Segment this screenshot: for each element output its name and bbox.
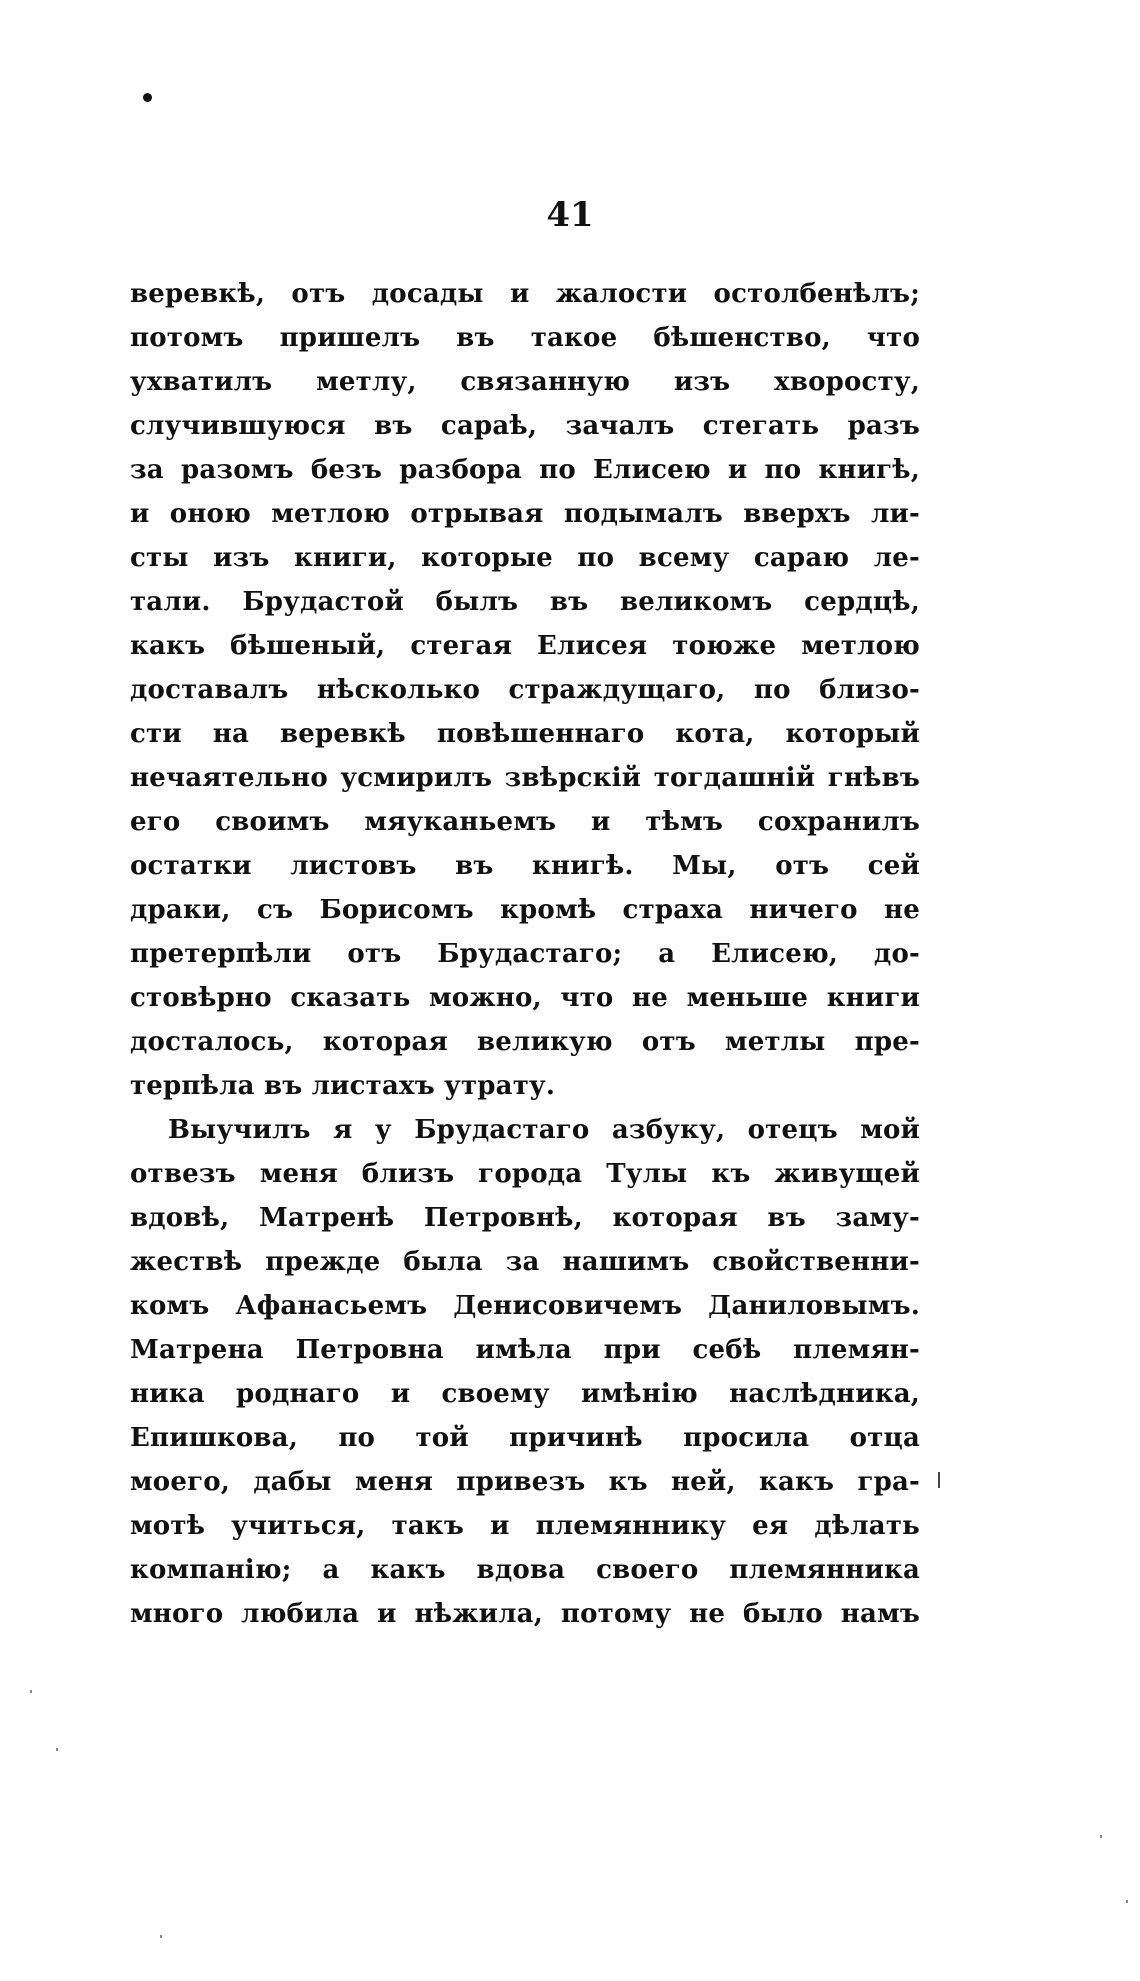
paper-speck xyxy=(30,1690,32,1693)
text-line: доставалъ нѣсколько страждущаго, по близо- xyxy=(130,675,920,705)
margin-mark xyxy=(938,1472,940,1488)
text-line: остатки листовъ въ книгѣ. Мы, отъ сей xyxy=(130,851,920,881)
text-line: веревкѣ, отъ досады и жалости остолбенѣлъ; xyxy=(130,279,920,309)
text-line: стовѣрно сказать можно, что не меньше книги xyxy=(130,983,920,1013)
paper-speck xyxy=(160,1935,162,1938)
paragraph-1 xyxy=(130,272,920,1108)
body-text xyxy=(130,272,920,1636)
text-line: ухватилъ метлу, связанную изъ хворосту, xyxy=(130,367,920,397)
paper-speck xyxy=(56,1748,58,1751)
text-line: и оною метлою отрывая подымалъ вверхъ ли- xyxy=(130,499,920,529)
text-line: потомъ пришелъ въ такое бѣшенство, что xyxy=(130,323,920,353)
text-line: какъ бѣшеный, стегая Елисея тоюже метлою xyxy=(130,631,920,661)
text-line: нечаятельно усмирилъ звѣрскій тогдашній гнѣвъ xyxy=(130,763,920,793)
paragraph-2 xyxy=(130,1108,920,1636)
text-line: сти на веревкѣ повѣшеннаго кота, который xyxy=(130,719,920,749)
text-line: жествѣ прежде была за нашимъ свойственни- xyxy=(130,1247,920,1277)
paper-speck xyxy=(1100,1835,1102,1838)
text-line: моего, дабы меня привезъ къ ней, какъ гра- xyxy=(130,1467,920,1497)
text-line: терпѣла въ листахъ утрату. xyxy=(130,1071,556,1101)
text-line: за разомъ безъ разбора по Елисею и по книгѣ, xyxy=(130,455,920,485)
text-line: компанію; а какъ вдова своего племянника xyxy=(130,1555,920,1585)
text-line: мотѣ учиться, такъ и племяннику ея дѣлать xyxy=(130,1511,920,1541)
ink-dot xyxy=(143,93,152,102)
text-line: ника роднаго и своему имѣнію наслѣдника, xyxy=(130,1379,920,1409)
text-line: драки, съ Борисомъ кромѣ страха ничего не xyxy=(130,895,920,925)
paper-speck xyxy=(1126,1900,1128,1903)
text-line: комъ Афанасьемъ Денисовичемъ Даниловымъ. xyxy=(130,1291,920,1321)
text-line: случившуюся въ сараѣ, зачалъ стегать разъ xyxy=(130,411,920,441)
text-line: досталось, которая великую отъ метлы пре- xyxy=(130,1027,920,1057)
text-line: его своимъ мяуканьемъ и тѣмъ сохранилъ xyxy=(130,807,920,837)
text-line: Выучилъ я у Брудастаго азбуку, отецъ мой xyxy=(168,1115,920,1145)
text-line: вдовѣ, Матренѣ Петровнѣ, которая въ заму- xyxy=(130,1203,920,1233)
text-line: много любила и нѣжила, потому не было намъ xyxy=(130,1599,920,1629)
page-number: 41 xyxy=(546,195,594,235)
text-line: отвезъ меня близъ города Тулы къ живущей xyxy=(130,1159,920,1189)
text-line: сты изъ книги, которые по всему сараю ле- xyxy=(130,543,920,573)
text-line: Епишкова, по той причинѣ просила отца xyxy=(130,1423,920,1453)
text-line: Матрена Петровна имѣла при себѣ племян- xyxy=(130,1335,920,1365)
text-line: претерпѣли отъ Брудастаго; а Елисею, до- xyxy=(130,939,920,969)
text-line: тали. Брудастой былъ въ великомъ сердцѣ, xyxy=(130,587,920,617)
